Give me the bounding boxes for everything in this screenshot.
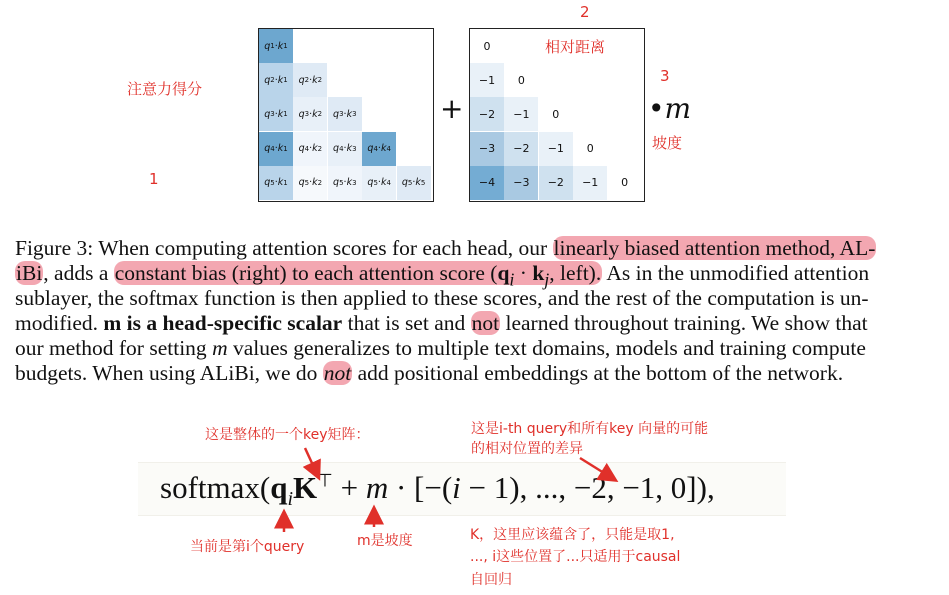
- score-cell: q 4 · k 4: [362, 132, 396, 166]
- score-cell: q 5 · k 3: [328, 166, 362, 200]
- caption-line-2: iBi, adds a constant bias (right) to each attention score ($q_i \cdot k_j$, left). As in the unmodified attention: [16, 261, 870, 290]
- score-cell: q 5 · k 4: [362, 166, 396, 200]
- score-cell: q 2 · k 2: [293, 63, 327, 97]
- distance-cell: −1: [539, 132, 573, 166]
- k-note-line3: 自回归: [470, 572, 512, 588]
- distance-cell: −4: [470, 166, 504, 200]
- score-cell: q 5 · k 1: [259, 166, 293, 200]
- highlight: not: [323, 361, 352, 385]
- caption-line-6: budgets. When using ALiBi, we do not add positional embeddings at the bottom of the network.: [15, 361, 844, 385]
- highlight: not: [471, 311, 500, 335]
- k-note-line1: K，这里应该蕴含了，只能是取1,: [470, 527, 675, 543]
- distance-cell: 0: [608, 166, 642, 200]
- score-cell: q 4 · k 2: [293, 132, 327, 166]
- ith-query-note-line2: 的相对位置的差异: [471, 441, 583, 457]
- caption-line-3: sublayer, the softmax function is then applied to these scores, and the rest of the computation is un-: [15, 286, 869, 310]
- k-note-line2: ..., i这些位置了...只适用于causal: [470, 549, 681, 565]
- distance-cell: 0: [470, 29, 504, 63]
- highlight: linearly biased attention method, AL-: [553, 236, 876, 260]
- distance-cell: −3: [470, 132, 504, 166]
- caption-line-4: modified. m is a head-specific scalar that is set and not learned throughout training. We show that: [15, 311, 868, 335]
- score-cell: q 3 · k 2: [293, 97, 327, 131]
- distance-cell: −2: [470, 97, 504, 131]
- distance-cell: −1: [504, 97, 538, 131]
- key-matrix-note: 这是整体的一个key矩阵：: [205, 427, 370, 443]
- number-2-label: 2: [580, 3, 590, 21]
- distance-cell: −3: [504, 166, 538, 200]
- distance-cell: −2: [539, 166, 573, 200]
- number-1-label: 1: [149, 170, 159, 188]
- score-cell: q 2 · k 1: [259, 63, 293, 97]
- distance-cell: −1: [470, 63, 504, 97]
- score-cell: q 4 · k 1: [259, 132, 293, 166]
- number-3-label: 3: [660, 67, 670, 85]
- distance-cell: 0: [504, 63, 538, 97]
- plus-sign: +: [440, 92, 464, 125]
- alibi-formula: $softmax(q_iK^⊤ + m \cdot [-(i - 1)$, ..., −2, −1, 0]),: [160, 470, 715, 511]
- score-cell: q 1 · k 1: [259, 29, 293, 63]
- score-cell: q 3 · k 3: [328, 97, 362, 131]
- score-cell: q 5 · k 2: [293, 166, 327, 200]
- attention-score-label: 注意力得分: [127, 80, 203, 98]
- distance-cell: −1: [573, 166, 607, 200]
- times-m-symbol: •m: [648, 92, 692, 125]
- relative-distance-label: 相对距离: [545, 38, 606, 56]
- distance-cell: −2: [504, 132, 538, 166]
- current-query-note: 当前是第i个query: [190, 539, 305, 555]
- arrow-to-K: [305, 448, 317, 474]
- highlight: constant bias (right) to each attention score ($q_i \cdot k_j$, left).: [114, 261, 602, 290]
- caption-line-5: our method for setting m values generalizes to multiple text domains, models and training compute: [15, 336, 866, 360]
- distance-cell: 0: [573, 132, 607, 166]
- distance-cell: 0: [539, 97, 573, 131]
- ith-query-note-line1: 这是i-th query和所有key 向量的可能: [471, 421, 709, 437]
- score-cell: q 3 · k 1: [259, 97, 293, 131]
- arrow-to-minus-2: [580, 458, 612, 478]
- m-slope-note: m是坡度: [357, 533, 413, 549]
- caption-line-1: Figure 3: When computing attention scores for each head, our linearly biased attention method, AL-: [15, 236, 876, 260]
- score-cell: q 5 · k 5: [397, 166, 431, 200]
- slope-label: 坡度: [652, 134, 683, 152]
- highlight: iBi: [16, 261, 43, 285]
- score-cell: q 4 · k 3: [328, 132, 362, 166]
